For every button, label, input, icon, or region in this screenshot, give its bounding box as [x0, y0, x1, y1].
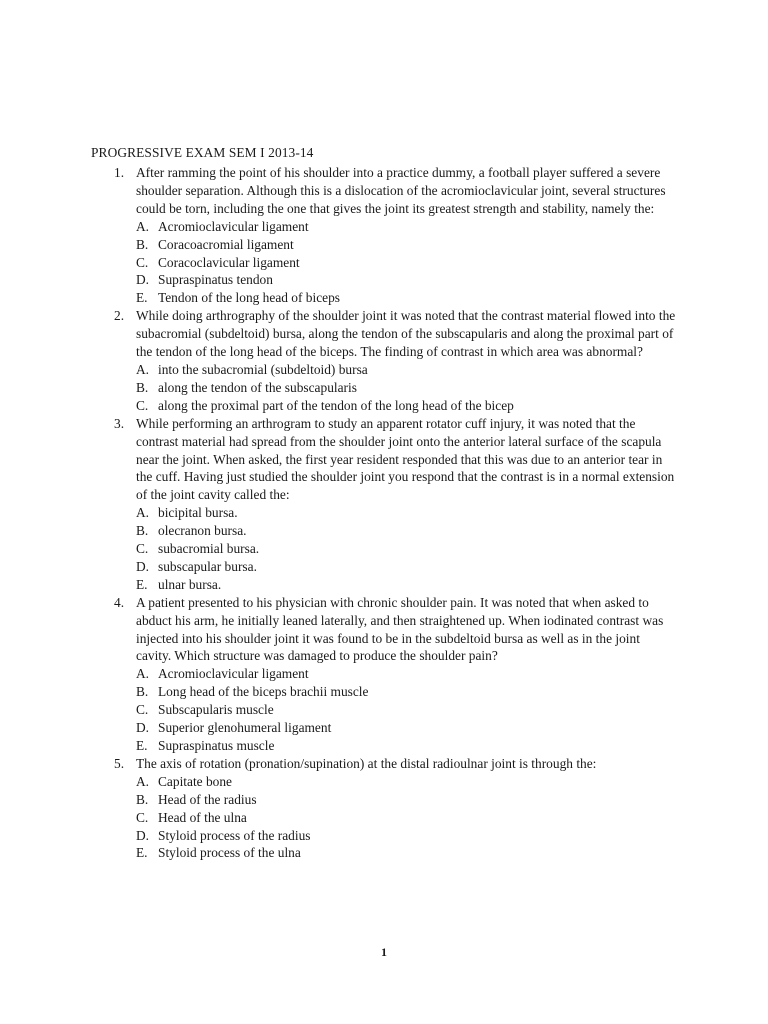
option-letter: D. [136, 720, 150, 736]
question-number: 1. [114, 165, 125, 180]
answer-option [136, 289, 680, 307]
option-text: Supraspinatus tendon [158, 272, 273, 288]
answer-option [136, 379, 680, 397]
answer-option [136, 254, 680, 272]
option-letter: C. [136, 809, 149, 825]
document-title: PROGRESSIVE EXAM SEM I 2013-14 [91, 145, 314, 160]
answer-option [136, 361, 680, 379]
answer-option [136, 558, 680, 576]
question-item [0, 415, 680, 594]
option-text: along the proximal part of the tendon of the long head of the bicep [158, 397, 514, 413]
option-text: Head of the radius [158, 791, 257, 807]
option-text: Supraspinatus muscle [158, 738, 275, 753]
option-letter: C. [136, 397, 149, 413]
question-list [0, 164, 768, 862]
question-number: 5. [114, 755, 125, 771]
question-text: After ramming the point of his shoulder into a practice dummy, a football player suffered a severe shoulder separation. Although this is a dislocation of the acromioclavicular joint, several structures could be torn, including the one that gives the joint its greatest strength and stability, namely the: [136, 165, 666, 216]
option-text: Long head of the biceps brachii muscle [158, 684, 369, 700]
answer-option [136, 737, 680, 755]
option-text: Tendon of the long head of biceps [158, 290, 341, 306]
question-number: 3. [114, 415, 125, 431]
answer-option [136, 773, 680, 791]
option-letter: A. [136, 361, 150, 377]
answer-option [136, 236, 680, 254]
answer-option [136, 218, 680, 236]
option-text: Subscapularis muscle [158, 702, 274, 718]
option-text: ulnar bursa. [158, 576, 222, 592]
question-item [0, 755, 680, 862]
option-text: Head of the ulna [158, 809, 247, 825]
answer-option [136, 397, 680, 415]
question-item [0, 594, 680, 755]
option-letter: A. [136, 666, 150, 682]
option-text: Acromioclavicular ligament [158, 666, 309, 682]
answer-option [136, 540, 680, 558]
option-letter: B. [136, 236, 149, 252]
option-letter: E. [136, 738, 148, 753]
option-letter: C. [136, 702, 149, 718]
answer-option [136, 809, 680, 827]
option-text: Styloid process of the ulna [158, 845, 301, 861]
question-text: While doing arthrography of the shoulder joint it was noted that the contrast material flowed into the subacromial (subdeltoid) bursa, along the tendon of the subscapularis and along the proximal part of the tendon of the long head of the biceps. The finding of contrast in which area was abnormal? [136, 308, 676, 360]
answer-option [136, 576, 680, 594]
option-text: Superior glenohumeral ligament [158, 720, 332, 736]
option-letter: B. [136, 379, 149, 395]
answer-options [136, 504, 680, 594]
answer-option [136, 504, 680, 522]
option-letter: D. [136, 272, 150, 288]
option-text: subscapular bursa. [158, 558, 257, 574]
answer-option [136, 271, 680, 289]
option-letter: E. [136, 576, 148, 592]
option-letter: B. [136, 791, 149, 807]
answer-options [136, 665, 680, 755]
option-text: along the tendon of the subscapularis [158, 379, 357, 395]
answer-option [136, 683, 680, 701]
answer-option [136, 665, 680, 683]
option-letter: A. [136, 773, 150, 789]
option-letter: D. [136, 827, 150, 843]
answer-option [136, 719, 680, 737]
answer-option [136, 522, 680, 540]
option-text: into the subacromial (subdeltoid) bursa [158, 361, 368, 377]
option-letter: C. [136, 541, 149, 557]
option-letter: B. [136, 684, 149, 700]
answer-options [136, 773, 680, 863]
question-item [0, 164, 680, 307]
option-letter: A. [136, 505, 150, 521]
question-number: 2. [114, 308, 125, 324]
option-text: subacromial bursa. [158, 541, 260, 557]
option-text: Styloid process of the radius [158, 827, 311, 843]
option-text: olecranon bursa. [158, 523, 247, 539]
option-letter: A. [136, 218, 150, 234]
page-number: 1 [381, 945, 387, 959]
question-text: The axis of rotation (pronation/supination) at the distal radioulnar joint is through the: [136, 755, 597, 771]
option-text: bicipital bursa. [158, 505, 238, 521]
option-letter: C. [136, 254, 149, 270]
question-item [0, 307, 680, 414]
answer-option [136, 844, 680, 862]
answer-option [136, 701, 680, 719]
question-text: A patient presented to his physician with chronic shoulder pain. It was noted that when asked to abduct his arm, he initially leaned laterally, and then straightened up. When iodinated contrast was injected into his shoulder joint it was found to be in the subdeltoid bursa as well as in the joint cavity. Which structure was damaged to produce the shoulder pain? [136, 594, 664, 664]
option-letter: D. [136, 558, 150, 574]
answer-option [136, 791, 680, 809]
option-letter: E. [136, 845, 148, 861]
option-letter: B. [136, 523, 149, 539]
option-text: Coracoclavicular ligament [158, 254, 300, 270]
question-text: While performing an arthrogram to study an apparent rotator cuff injury, it was noted that the contrast material had spread from the shoulder joint onto the anterior lateral surface of the scapula near the joint. When asked, the first year resident responded that this was due to an anterior tear in the cuff. Having just studied the shoulder joint you respond that the contrast is in a normal extension of the joint cavity called the: [136, 415, 675, 503]
answer-option [136, 827, 680, 845]
answer-options [136, 361, 680, 415]
option-text: Coracoacromial ligament [158, 236, 294, 252]
option-letter: E. [136, 290, 148, 306]
answer-options [136, 218, 680, 308]
option-text: Acromioclavicular ligament [158, 218, 309, 234]
question-number: 4. [114, 594, 125, 610]
option-text: Capitate bone [158, 773, 232, 789]
